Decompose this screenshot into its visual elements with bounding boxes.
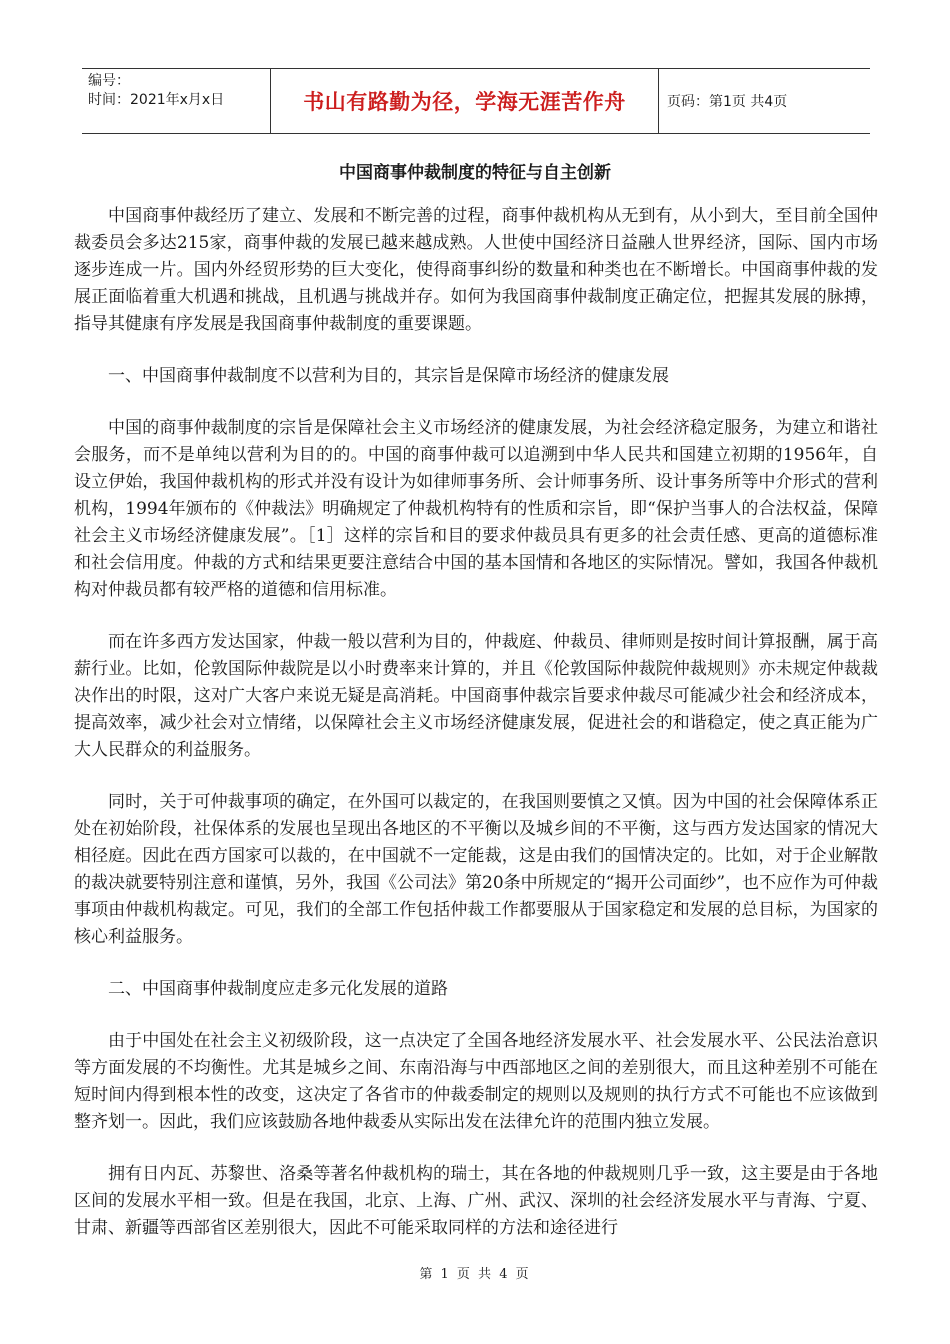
document-date-label: 时间：2021年x月x日 [88,92,225,108]
header-page-number: 页码：第1页 共4页 [667,94,788,110]
body-paragraph: 中国商事仲裁经历了建立、发展和不断完善的过程，商事仲裁机构从无到有，从小到大，至目前全国仲裁委员会多达215家，商事仲裁的发展已越来越成熟。人世使中国经济日益融人世界经济，国际、国内市场逐步连成一片。国内外经贸形势的巨大变化，使得商事纠纷的数量和种类也在不断增长。中国商事仲裁的发展正面临着重大机遇和挑战，且机遇与挑战并存。如何为我国商事仲裁制度正确定位，把握其发展的脉搏，指导其健康有序发展是我国商事仲裁制度的重要课题。 [74,206,878,334]
body-paragraph: 而在许多西方发达国家，仲裁一般以营利为目的，仲裁庭、仲裁员、律师则是按时间计算报酬，属于高薪行业。比如，伦敦国际仲裁院是以小时费率来计算的，并且《伦敦国际仲裁院仲裁规则》亦未规定仲裁裁决作出的时限，这对广大客户来说无疑是高消耗。中国商事仲裁宗旨要求仲裁尽可能减少社会和经济成本，提高效率，减少社会对立情绪，以保障社会主义市场经济健康发展，促进社会的和谐稳定，使之真正能为广大人民群众的利益服务。 [74,632,878,760]
header-meta [82,69,271,133]
body-paragraph: 中国的商事仲裁制度的宗旨是保障社会主义市场经济的健康发展，为社会经济稳定服务，为建立和谐社会服务，而不是单纯以营利为目的的。中国的商事仲裁可以追溯到中华人民共和国建立初期的1956年，自设立伊始，我国仲裁机构的形式并没有设计为如律师事务所、会计师事务所、设计事务所等中介形式的营利机构，1994年颁布的《仲裁法》明确规定了仲裁机构特有的性质和宗旨，即“保护当事人的合法权益，保障社会主义市场经济健康发展”。［1］这样的宗旨和目的要求仲裁员具有更多的社会责任感、更高的道德标准和社会信用度。仲裁的方式和结果更要注意结合中国的基本国情和各地区的实际情况。譬如，我国各仲裁机构对仲裁员都有较严格的道德和信用标准。 [74,418,878,600]
document-title: 中国商事仲裁制度的特征与自主创新 [339,163,611,183]
body-paragraph: 拥有日内瓦、苏黎世、洛桑等著名仲裁机构的瑞士，其在各地的仲裁规则几乎一致，这主要是由于各地区间的发展水平相一致。但是在我国，北京、上海、广州、武汉、深圳的社会经济发展水平与青海、宁夏、甘肃、新疆等西部省区差别很大，因此不可能采取同样的方法和途径进行 [74,1164,878,1238]
body-paragraph: 同时，关于可仲裁事项的确定，在外国可以裁定的，在我国则要慎之又慎。因为中国的社会保障体系正处在初始阶段，社保体系的发展也呈现出各地区的不平衡以及城乡间的不平衡，这与西方发达国家的情况大相径庭。因此在西方国家可以裁的，在中国就不一定能裁，这是由我们的国情决定的。比如，对于企业解散的裁决就要特别注意和谨慎，另外，我国《公司法》第20条中所规定的“揭开公司面纱”，也不应作为可仲裁事项由仲裁机构裁定。可见，我们的全部工作包括仲裁工作都要服从于国家稳定和发展的总目标，为国家的核心利益服务。 [74,792,879,947]
section-heading: 二、中国商事仲裁制度应走多元化发展的道路 [108,979,448,999]
body-paragraph: 由于中国处在社会主义初级阶段，这一点决定了全国各地经济发展水平、社会发展水平、公民法治意识等方面发展的不均衡性。尤其是城乡之间、东南沿海与中西部地区之间的差别很大，而且这种差别不可能在短时间内得到根本性的改变，这决定了各省市的仲裁委制定的规则以及规则的执行方式不可能也不应该做到整齐划一。因此，我们应该鼓励各地仲裁委从实际出发在法律允许的范围内独立发展。 [74,1031,878,1132]
page-header [82,68,870,134]
document-body [74,203,878,1267]
header-motto: 书山有路勤为径，学海无涯苦作舟 [271,69,659,133]
page-footer: 第 1 页 共 4 页 [419,1267,531,1282]
document-number-label: 编号： [88,73,130,89]
section-heading: 一、中国商事仲裁制度不以营利为目的，其宗旨是保障市场经济的健康发展 [108,366,669,386]
